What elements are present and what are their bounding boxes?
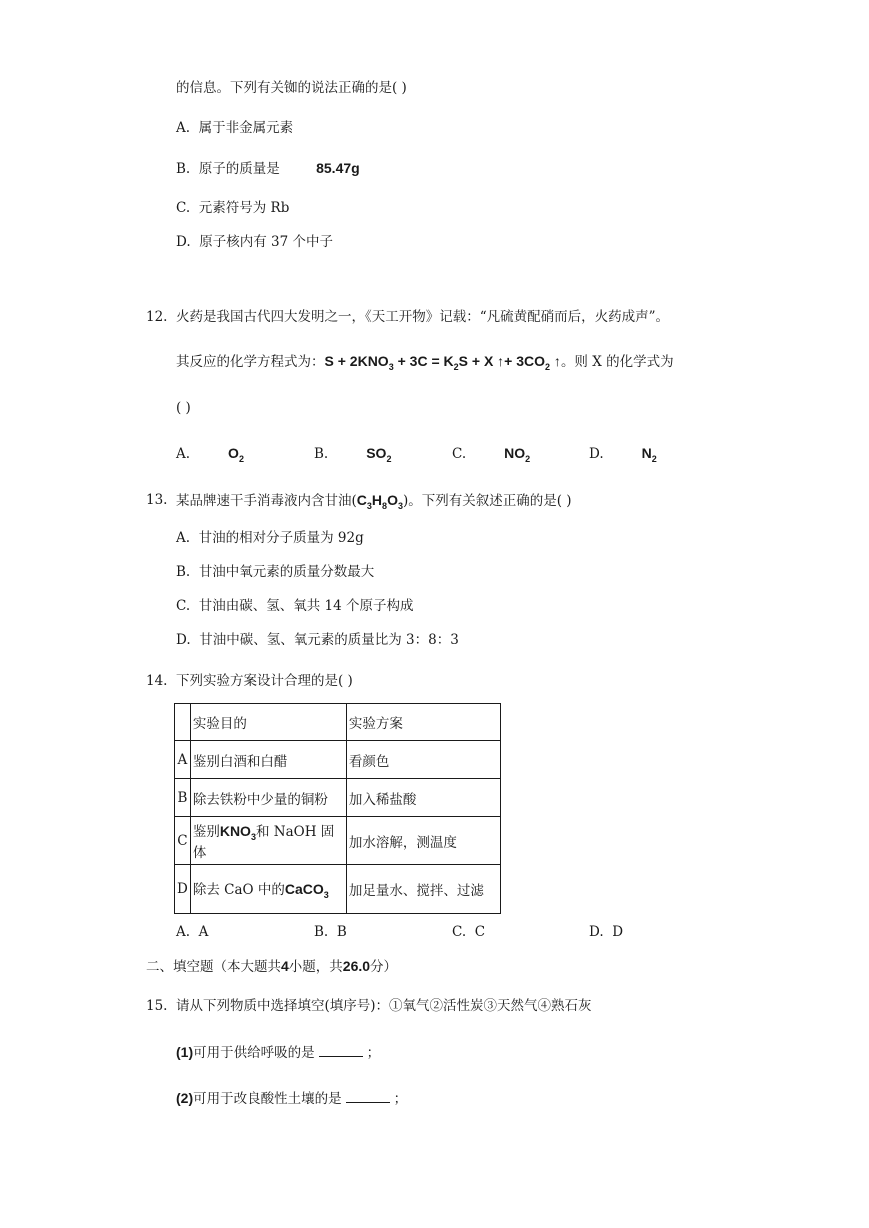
table-row	[175, 779, 501, 817]
q14-number: 14.	[146, 673, 168, 689]
table-header-row	[175, 704, 501, 741]
q12-number: 12.	[146, 309, 168, 325]
table-cell-plan: 加水溶解，测温度	[346, 817, 500, 865]
option-text: 元素符号为 Rb	[198, 200, 290, 216]
q12-option-d: D. $N_2$	[589, 445, 657, 464]
table-cell-plan: 加入稀盐酸	[346, 779, 500, 817]
q11-stem-tail: 的信息。下列有关铷的说法正确的是( )	[176, 80, 407, 96]
option-key: D.	[176, 234, 191, 250]
table-cell-plan: 加足量水、搅拌、过滤	[346, 865, 500, 914]
option-key: B.	[176, 161, 191, 177]
experiment-table	[174, 703, 501, 914]
formula-no2: $NO_2$	[504, 445, 531, 464]
q13-option-d: D. 甘油中碳、氢、氧元素的质量比为 3：8：3	[176, 632, 459, 648]
option-text: 原子核内有 37 个中子	[199, 234, 333, 250]
table-cell-plan: 看颜色	[346, 741, 500, 779]
option-text: 原子的质量是	[198, 161, 280, 177]
q11-option-d	[176, 232, 333, 252]
formula-o2: $O_2$	[228, 445, 244, 464]
table-row	[175, 865, 501, 914]
table-row	[175, 817, 501, 865]
q13-number: 13.	[146, 492, 168, 508]
table-row	[175, 741, 501, 779]
q14-option-b: B. B	[314, 924, 347, 940]
q12-answer-paren: ( )	[176, 400, 191, 416]
q12-option-a: A. $O_2$	[176, 445, 244, 464]
table-cell-aim: 鉴别白酒和白醋	[190, 741, 346, 779]
option-key: A.	[176, 120, 191, 136]
q12-option-b: B. $SO_2$	[314, 445, 392, 464]
table-cell-key: D	[175, 865, 191, 914]
q15-number: 15.	[146, 998, 168, 1014]
q12-option-c: C. $NO_2$	[452, 445, 531, 464]
formula-glycerol: $C_3H_8O_3$	[356, 492, 403, 511]
q15-subquestion-2: (2)可用于改良酸性土壤的是 ；	[176, 1090, 408, 1107]
answer-blank-1[interactable]	[319, 1043, 363, 1057]
equation-suffix: 。则 X 的化学式为	[560, 354, 674, 370]
q14-option-c: C. C	[452, 924, 486, 940]
table-cell-key	[175, 704, 191, 741]
q11-option-b	[176, 158, 360, 179]
table-cell-aim: 除去铁粉中少量的铜粉	[190, 779, 346, 817]
q13-stem: 某品牌速干手消毒液内含甘油$(C_3H_8O_3)$。下列有关叙述正确的是( )	[176, 492, 572, 511]
q14-option-d: D. D	[589, 924, 624, 940]
chemical-equation: $S + 2KNO_3 + 3C = K_2S + X$ ↑+ $3CO_2$ ↑	[324, 353, 561, 372]
formula-kno3: $KNO_3$	[219, 822, 256, 842]
q14-stem: 下列实验方案设计合理的是( )	[176, 673, 353, 689]
q13-option-b: B. 甘油中氧元素的质量分数最大	[176, 564, 375, 580]
table-cell-key: A	[175, 741, 191, 779]
option-text: 属于非金属元素	[198, 120, 294, 136]
section-heading: 二、填空题（本大题共4小题，共26.0分）	[146, 958, 398, 975]
table-cell-key: C	[175, 817, 191, 865]
q15-subquestion-1: (1)可用于供给呼吸的是 ；	[176, 1044, 381, 1061]
formula-so2: $SO_2$	[366, 445, 392, 464]
table-header-aim: 实验目的	[190, 704, 346, 741]
q13-option-a: A. 甘油的相对分子质量为 92g	[176, 530, 364, 546]
table-cell-aim: 鉴别$KNO_3$和 NaOH 固体	[190, 817, 346, 865]
formula-n2: $N_2$	[641, 445, 657, 464]
table-cell-key: B	[175, 779, 191, 817]
atomic-mass-value: 85.47g	[316, 160, 360, 176]
table-header-plan: 实验方案	[346, 704, 500, 741]
equation-prefix: 其反应的化学方程式为：	[176, 354, 325, 370]
q14-option-a: A. A	[176, 924, 209, 940]
q13-option-c: C. 甘油由碳、氢、氧共 14 个原子构成	[176, 598, 414, 614]
option-key: C.	[176, 200, 191, 216]
table-cell-aim: 除去 CaO 中的CaCO$_3$	[190, 865, 346, 914]
q15-stem: 请从下列物质中选择填空(填序号)：①氧气②活性炭③天然气④熟石灰	[176, 998, 592, 1014]
q12-equation-line	[176, 351, 674, 377]
formula-caco3: CaCO$_3$	[284, 881, 329, 900]
q11-option-c	[176, 198, 289, 218]
answer-blank-2[interactable]	[346, 1089, 390, 1103]
q11-option-a	[176, 118, 293, 138]
q12-stem: 火药是我国古代四大发明之一，《天工开物》记载：“凡硫黄配硝而后，火药成声”。	[176, 309, 670, 325]
